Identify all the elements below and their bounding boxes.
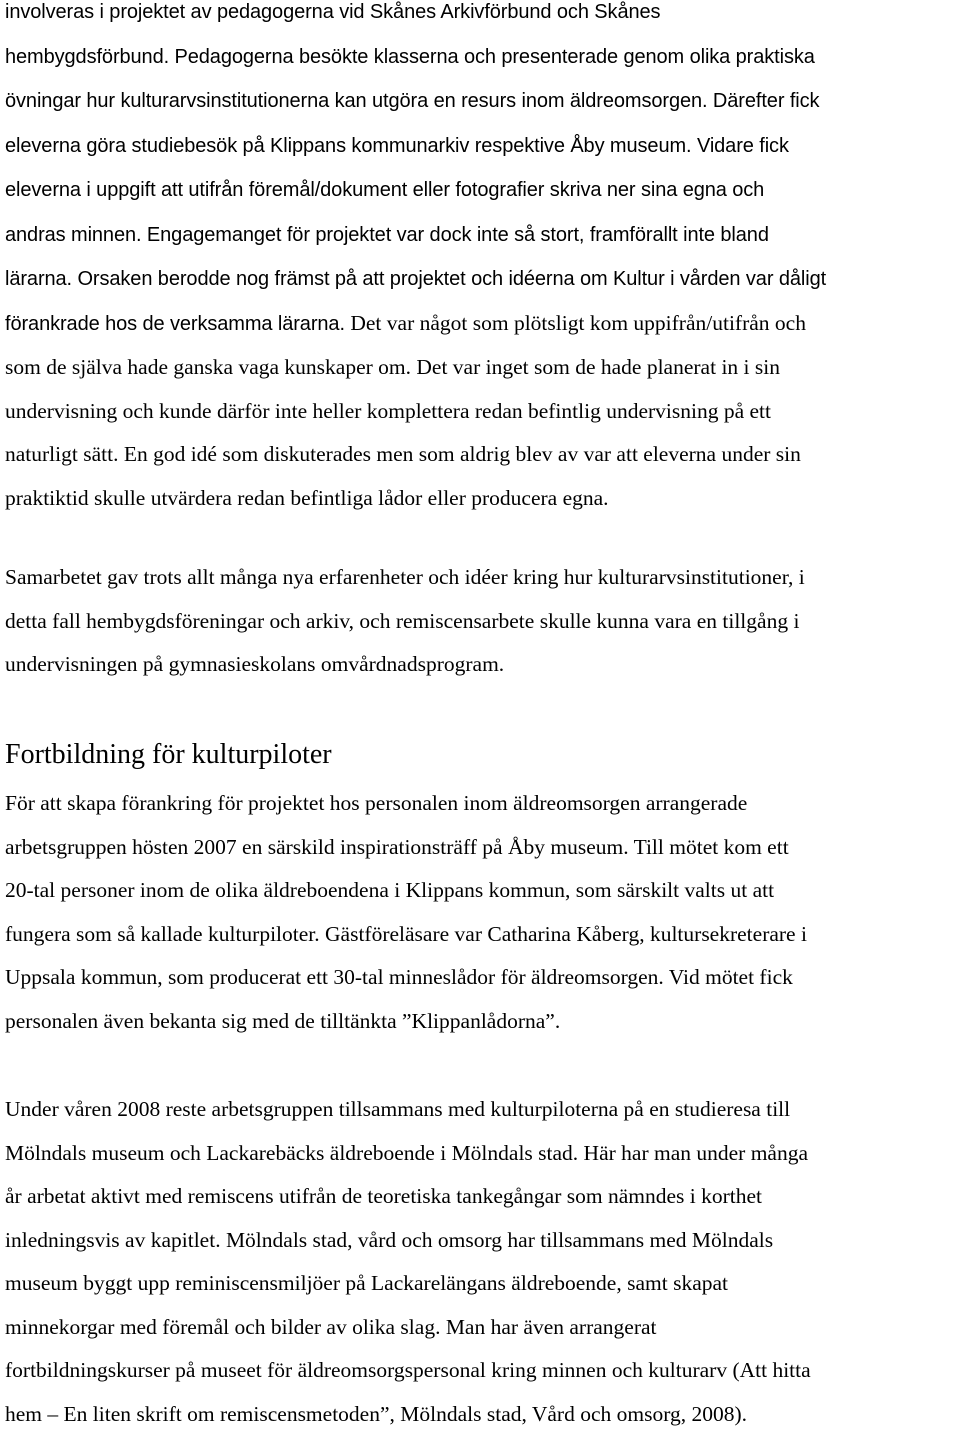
text-line: inledningsvis av kapitlet. Mölndals stad, vård och omsorg har tillsammans med Mölndals: [5, 1219, 960, 1263]
text-segment: naturligt sätt. En god idé som diskuterades men som aldrig blev av var att eleverna under sin: [5, 442, 801, 466]
text-line: hem – En liten skrift om remiscensmetoden”, Mölndals stad, Vård och omsorg, 2008).: [5, 1393, 960, 1436]
text-line: [5, 168, 960, 213]
text-line: undervisningen på gymnasieskolans omvårdnadsprogram.: [5, 643, 960, 687]
text-line: fungera som så kallade kulturpiloter. Gästföreläsare var Catharina Kåberg, kultursekreterare i: [5, 913, 960, 957]
text-segment: praktiktid skulle utvärdera redan befintliga lådor eller producera egna.: [5, 486, 609, 510]
text-line: Under våren 2008 reste arbetsgruppen tillsammans med kulturpiloterna på en studieresa till: [5, 1088, 960, 1132]
paragraph-study-trip: [5, 1088, 960, 1436]
text-line: [5, 124, 960, 169]
text-line: [5, 433, 960, 477]
text-line: [5, 257, 960, 302]
text-segment: eleverna göra studiebesök på Klippans kommunarkiv respektive Åby museum. Vidare fick: [5, 135, 789, 157]
text-segment: övningar hur kulturarvsinstitutionerna kan utgöra en resurs inom äldreomsorgen. Därefter fick: [5, 90, 819, 112]
text-segment: hembygdsförbund. Pedagogerna besökte klasserna och presenterade genom olika praktiska: [5, 46, 815, 68]
paragraph-project-involvement: [5, 0, 960, 520]
section-heading-kulturpiloter: Fortbildning för kulturpiloter: [5, 737, 332, 773]
text-line: 20-tal personer inom de olika äldreboendena i Klippans kommun, som särskilt valts ut att: [5, 869, 960, 913]
text-segment: involveras i projektet av pedagogerna vid Skånes Arkivförbund och Skånes: [5, 1, 660, 23]
text-line: [5, 302, 960, 347]
text-line: För att skapa förankring för projektet hos personalen inom äldreomsorgen arrangerade: [5, 782, 960, 826]
text-segment: eleverna i uppgift att utifrån föremål/dokument eller fotografier skriva ner sina egna och: [5, 179, 764, 201]
text-line: [5, 0, 960, 35]
text-line: [5, 346, 960, 390]
text-line: [5, 213, 960, 258]
text-segment: som de själva hade ganska vaga kunskaper om.: [5, 355, 416, 379]
text-line: minnekorgar med föremål och bilder av olika slag. Man har även arrangerat: [5, 1306, 960, 1350]
text-segment: förankrade hos de verksamma lärarna.: [5, 313, 350, 335]
text-line: Mölndals museum och Lackarebäcks äldreboende i Mölndals stad. Här har man under många: [5, 1132, 960, 1176]
text-line: [5, 390, 960, 434]
text-line: arbetsgruppen hösten 2007 en särskild inspirationsträff på Åby museum. Till mötet kom ett: [5, 826, 960, 870]
text-segment: lärarna. Orsaken berodde nog främst på att projektet och idéerna om Kultur i vården var dåligt: [5, 268, 826, 290]
text-segment: andras minnen. Engagemanget för projektet var dock inte så stort, framförallt inte bland: [5, 224, 769, 246]
paragraph-collaboration-summary: [5, 556, 960, 687]
text-line: detta fall hembygdsföreningar och arkiv, och remiscensarbete skulle kunna vara en tillgång i: [5, 600, 960, 644]
text-line: museum byggt upp reminiscensmiljöer på Lackarelängans äldreboende, samt skapat: [5, 1262, 960, 1306]
text-segment: Det var något som plötsligt kom uppifrån/utifrån och: [350, 311, 806, 335]
text-line: fortbildningskurser på museet för äldreomsorgspersonal kring minnen och kulturarv (Att hitta: [5, 1349, 960, 1393]
text-line: [5, 477, 960, 521]
text-line: Samarbetet gav trots allt många nya erfarenheter och idéer kring hur kulturarvsinstitutioner, i: [5, 556, 960, 600]
text-line: [5, 35, 960, 80]
text-line: år arbetat aktivt med remiscens utifrån de teoretiska tankegångar som nämndes i korthet: [5, 1175, 960, 1219]
text-segment: undervisning och kunde därför inte heller komplettera redan befintlig undervisning på ett: [5, 399, 771, 423]
text-line: [5, 79, 960, 124]
paragraph-training-meeting: [5, 782, 960, 1043]
text-line: personalen även bekanta sig med de tilltänkta ”Klippanlådorna”.: [5, 1000, 960, 1044]
text-line: Uppsala kommun, som producerat ett 30-tal minneslådor för äldreomsorgen. Vid mötet fick: [5, 956, 960, 1000]
text-segment: Det var inget som de hade planerat in i sin: [416, 355, 780, 379]
